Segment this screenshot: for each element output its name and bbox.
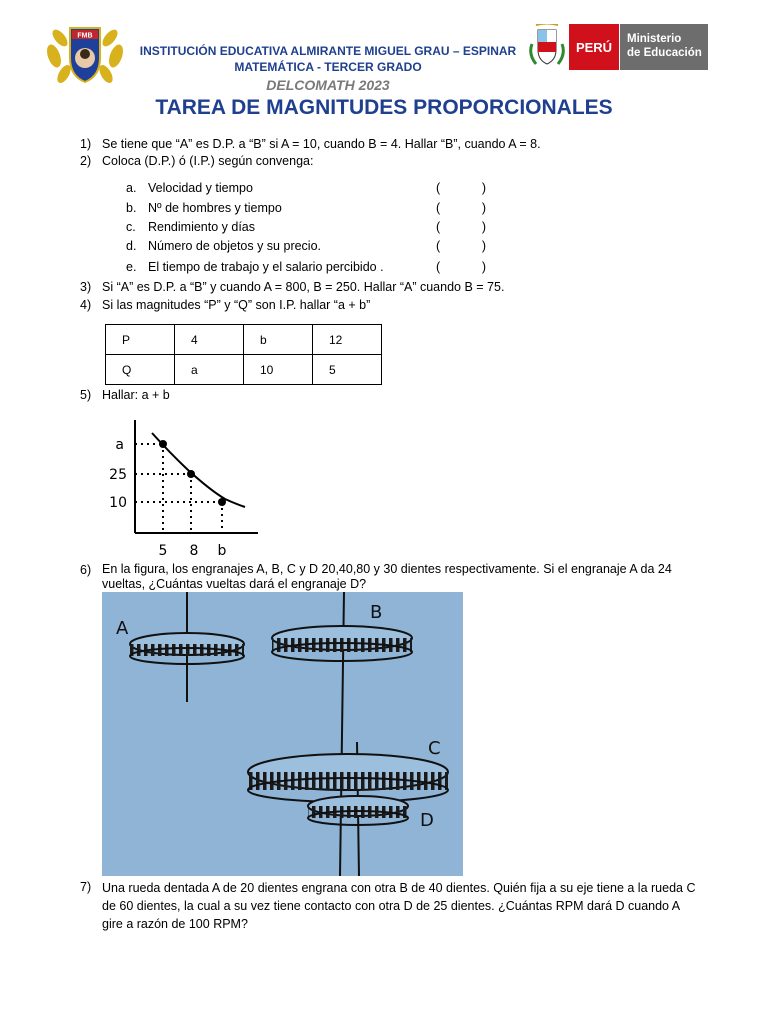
option-letter: b.: [126, 201, 137, 215]
school-name: INSTITUCIÓN EDUCATIVA ALMIRANTE MIGUEL GRAU – ESPINAR: [139, 44, 517, 58]
option-text: Velocidad y tiempo: [148, 181, 253, 195]
option-letter: d.: [126, 239, 137, 253]
gear-label-a: A: [116, 618, 129, 639]
close-paren: ): [481, 239, 486, 253]
point-5-a: [159, 440, 167, 448]
question-number: 7): [80, 880, 92, 894]
table-cell: 5: [313, 355, 382, 385]
gear-label-d: D: [420, 810, 434, 831]
ministry-line-1: Ministerio: [627, 33, 682, 45]
school-logo: [44, 20, 126, 86]
option-text: Número de objetos y su precio.: [148, 239, 322, 253]
gear-b: [272, 626, 412, 661]
question-text: En la figura, los engranajes A, B, C y D 20,40,80 y 30 dientes respectivamente. Si el engranaje A da 24 vueltas, ¿Cuántas vueltas dará el engranaje D?: [102, 562, 672, 591]
option-letter: c.: [126, 220, 136, 234]
question-text: Si las magnitudes “P” y “Q” son I.P. hallar “a + b”: [102, 298, 371, 312]
answer-blank[interactable]: [436, 201, 486, 215]
answer-blank[interactable]: [436, 239, 486, 253]
option-text: Nº de hombres y tiempo: [148, 201, 282, 215]
open-paren: (: [436, 260, 441, 274]
gears-figure: [102, 592, 463, 876]
option-letter: a.: [126, 181, 137, 195]
question-number: 5): [80, 388, 92, 402]
option-letter: e.: [126, 260, 137, 274]
table-cell: b: [244, 325, 313, 355]
question-text: Coloca (D.P.) ó (I.P.) según convenga:: [102, 154, 314, 168]
subject-grade: MATEMÁTICA - TERCER GRADO: [234, 60, 422, 74]
point-b-10: [218, 498, 226, 506]
point-8-25: [187, 470, 195, 478]
table-cell: P: [106, 325, 175, 355]
question-text: Se tiene que “A” es D.P. a “B” si A = 10, cuando B = 4. Hallar “B”, cuando A = 8.: [102, 137, 541, 151]
open-paren: (: [436, 181, 441, 195]
ministry-line-2: de Educación: [627, 47, 702, 59]
inverse-proportion-graph: [100, 415, 270, 560]
question-number: 4): [80, 298, 92, 312]
question-number: 1): [80, 137, 92, 151]
option-text: El tiempo de trabajo y el salario percibido .: [148, 260, 384, 274]
question-text: Una rueda dentada A de 20 dientes engrana con otra B de 40 dientes. Quién fija a su eje tiene a la rueda C de 60 dientes, la cual a su vez tiene contacto con otra D de 25 dientes. ¿Cuántas RPM dará D cuando A gire a razón de 100 RPM?: [102, 881, 696, 931]
close-paren: ): [481, 201, 486, 215]
x-label-8: 8: [189, 543, 199, 559]
close-paren: ): [481, 220, 486, 234]
peru-badge: [569, 24, 619, 70]
answer-blank[interactable]: [436, 220, 486, 234]
table-row: [106, 355, 382, 385]
close-paren: ): [481, 260, 486, 274]
table-cell: 10: [244, 355, 313, 385]
question-text: Si “A” es D.P. a “B” y cuando A = 800, B = 250. Hallar “A” cuando B = 75.: [102, 280, 505, 294]
table-cell: 12: [313, 325, 382, 355]
option-text: Rendimiento y días: [148, 220, 256, 234]
question-number: 3): [80, 280, 92, 294]
table-cell: Q: [106, 355, 175, 385]
open-paren: (: [436, 239, 441, 253]
ministry-badge: [620, 24, 708, 70]
y-label-a: a: [115, 437, 124, 453]
page-title: TAREA DE MAGNITUDES PROPORCIONALES: [155, 96, 613, 119]
question-number: 2): [80, 154, 92, 168]
table-row: [106, 325, 382, 355]
pq-table: [105, 324, 382, 385]
answer-blank[interactable]: [436, 181, 486, 195]
y-label-25: 25: [109, 467, 127, 483]
gear-label-b: B: [370, 602, 383, 623]
brand-name: DELCOMATH 2023: [266, 77, 390, 93]
answer-blank[interactable]: [436, 260, 486, 274]
question-text: Hallar: a + b: [102, 388, 170, 402]
close-paren: ): [481, 181, 486, 195]
table-cell: 4: [175, 325, 244, 355]
x-label-5: 5: [158, 543, 168, 559]
gear-c: [248, 754, 448, 802]
x-label-b: b: [217, 543, 227, 559]
school-logo-text: FMB: [77, 32, 93, 40]
peru-label: PERÚ: [575, 39, 613, 55]
question-number: 6): [80, 563, 92, 577]
open-paren: (: [436, 220, 441, 234]
open-paren: (: [436, 201, 441, 215]
table-cell: a: [175, 355, 244, 385]
gear-label-c: C: [428, 738, 441, 759]
peru-coat-of-arms: [528, 24, 566, 68]
y-label-10: 10: [109, 495, 127, 511]
